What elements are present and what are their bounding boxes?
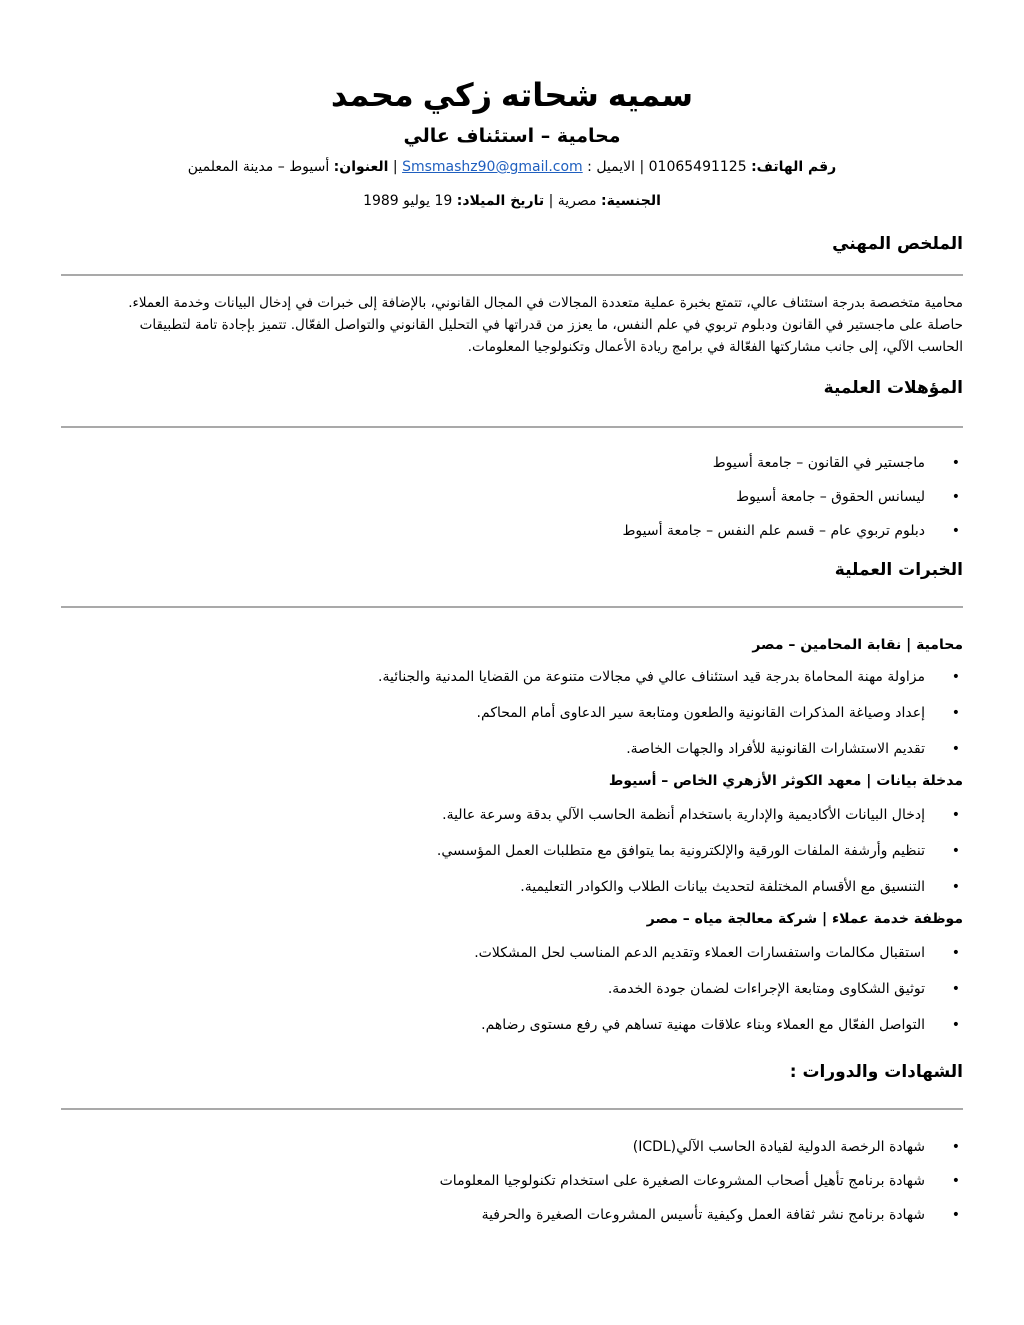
phone-number: 01065491125 [648, 159, 747, 175]
job-task-list [61, 666, 963, 760]
bullet-icon: • [951, 945, 960, 961]
list-item: • شهادة برنامج تأهيل أصحاب المشروعات الصغيرة على استخدام تكنولوجيا المعلومات [61, 1170, 925, 1192]
separator: | [548, 193, 554, 209]
phone-label: رقم الهاتف: [751, 159, 837, 175]
separator: | [392, 159, 398, 175]
list-item: • مزاولة مهنة المحاماة بدرجة قيد استئناف عالي في مجالات متنوعة من القضايا المدنية والجنائية. [61, 666, 925, 688]
bullet-icon: • [951, 489, 960, 505]
list-item: • ماجستير في القانون – جامعة أسيوط [61, 452, 925, 474]
job-title-line: موظفة خدمة عملاء | شركة معالجة مياه – مصر [646, 911, 963, 927]
list-item: • التواصل الفعّال مع العملاء وبناء علاقات مهنية تساهم في رفع مستوى رضاهم. [61, 1014, 925, 1036]
list-item: • شهادة برنامج نشر ثقافة العمل وكيفية تأسيس المشروعات الصغيرة والحرفية [61, 1204, 925, 1226]
bullet-icon: • [951, 843, 960, 859]
email-link[interactable]: Smsmashz90@gmail.com [402, 159, 583, 175]
bullet-icon: • [951, 1207, 960, 1223]
experience-heading: الخبرات العملية [834, 560, 963, 580]
list-item: • إعداد وصياغة المذكرات القانونية والطعون ومتابعة سير الدعاوى أمام المحاكم. [61, 702, 925, 724]
bullet-icon: • [951, 669, 960, 685]
list-item: • توثيق الشكاوى ومتابعة الإجراءات لضمان جودة الخدمة. [61, 978, 925, 1000]
summary-line: محامية متخصصة بدرجة استئناف عالي، تتمتع بخبرة عملية متعددة المجالات في المجال القانوني، بالإضافة إلى خبرات في إدخال البيانات وخدمة العملاء. [128, 295, 963, 311]
list-item: • تقديم الاستشارات القانونية للأفراد والجهات الخاصة. [61, 738, 925, 760]
bullet-icon: • [951, 741, 960, 757]
contact-line [61, 156, 963, 178]
list-item: • ليسانس الحقوق – جامعة أسيوط [61, 486, 925, 508]
bullet-icon: • [951, 1017, 960, 1033]
job-task-list [61, 942, 963, 1036]
address-value: أسيوط – مدينة المعلمين [187, 159, 330, 175]
job-title-line: محامية | نقابة المحامين – مصر [752, 637, 963, 653]
separator: | [639, 159, 645, 175]
list-item: • شهادة الرخصة الدولية لقيادة الحاسب الآلي(ICDL) [61, 1136, 925, 1158]
bullet-icon: • [951, 807, 960, 823]
person-name: سميه شحاته زكي محمد [330, 77, 694, 113]
bullet-icon: • [951, 455, 960, 471]
bullet-icon: • [951, 705, 960, 721]
list-item: • التنسيق مع الأقسام المختلفة لتحديث بيانات الطلاب والكوادر التعليمية. [61, 876, 925, 898]
birth-date-label: تاريخ الميلاد: [456, 193, 545, 209]
list-item: • تنظيم وأرشفة الملفات الورقية والإلكترونية بما يتوافق مع متطلبات العمل المؤسسي. [61, 840, 925, 862]
bullet-icon: • [951, 879, 960, 895]
list-item: • إدخال البيانات الأكاديمية والإدارية باستخدام أنظمة الحاسب الآلي بدقة وسرعة عالية. [61, 804, 925, 826]
summary-heading: الملخص المهني [832, 234, 963, 254]
job-title-line: مدخلة بيانات | معهد الكوثر الأزهري الخاص – أسيوط [608, 773, 963, 789]
list-item: • استقبال مكالمات واستفسارات العملاء وتقديم الدعم المناسب لحل المشكلات. [61, 942, 925, 964]
birth-date-value: 19 يوليو 1989 [363, 193, 453, 209]
job-title: محامية – استئناف عالي [403, 125, 621, 147]
summary-line: الحاسب الآلي، إلى جانب مشاركتها الفعّالة في برامج ريادة الأعمال وتكنولوجيا المعلومات. [467, 339, 963, 355]
education-list [61, 452, 963, 542]
section-divider [61, 1108, 963, 1110]
summary-line: حاصلة على ماجستير في القانون ودبلوم تربوي في علم النفس، ما يعزز من قدراتها في التحليل القانوني والتواصل الفعّال. تتميز بإجادة تامة لتطبيقات [139, 317, 963, 333]
section-divider [61, 274, 963, 276]
personal-info-line [61, 190, 963, 212]
certificates-list [61, 1136, 963, 1226]
email-label: الايميل : [587, 159, 636, 175]
list-item: • دبلوم تربوي عام – قسم علم النفس – جامعة أسيوط [61, 520, 925, 542]
nationality-value: مصرية [557, 193, 597, 209]
bullet-icon: • [951, 1173, 960, 1189]
job-task-list [61, 804, 963, 898]
bullet-icon: • [951, 523, 960, 539]
bullet-icon: • [951, 981, 960, 997]
resume-header [61, 70, 963, 212]
nationality-label: الجنسية: [601, 193, 661, 209]
section-divider [61, 606, 963, 608]
education-heading: المؤهلات العلمية [823, 378, 963, 398]
certificates-heading: الشهادات والدورات : [789, 1062, 963, 1082]
address-label: العنوان: [333, 159, 389, 175]
summary-text [61, 292, 963, 358]
section-divider [61, 426, 963, 428]
bullet-icon: • [951, 1139, 960, 1155]
